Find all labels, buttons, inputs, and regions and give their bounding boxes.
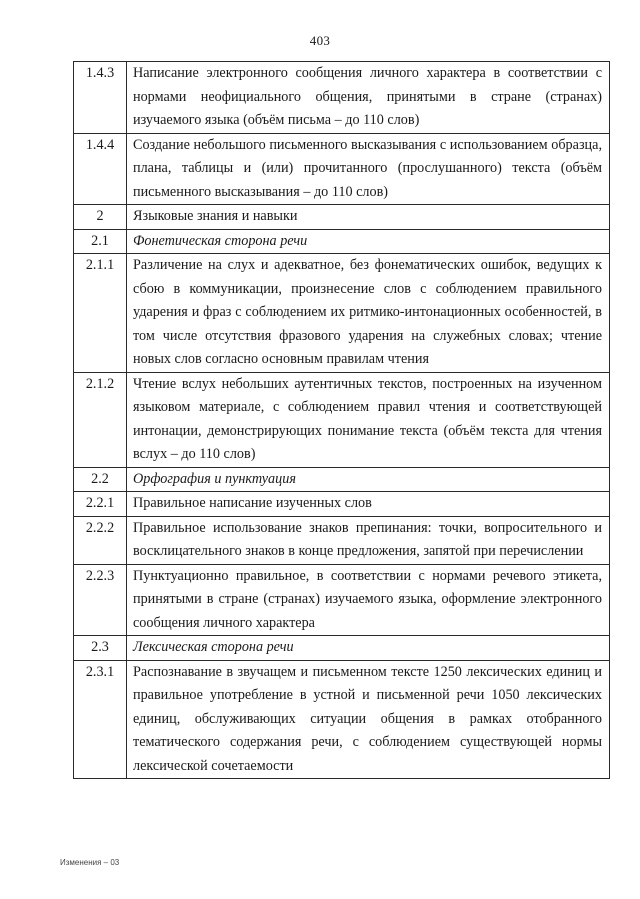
content-table — [73, 61, 610, 779]
table-row — [74, 492, 610, 517]
table-row — [74, 133, 610, 205]
page-footer: Изменения – 03 — [60, 858, 120, 867]
row-text: Языковые знания и навыки — [127, 205, 610, 230]
row-text: Распознавание в звучащем и письменном тексте 1250 лексических единиц и правильное употребление в устной и письменной речи 1050 лексических единиц, обслуживающих ситуации общения в рамках отобранного тематического содержания речи, с соблюдением существующей нормы лексической сочетаемости — [127, 660, 610, 779]
row-number: 2.3.1 — [74, 660, 127, 779]
table-row — [74, 660, 610, 779]
row-text: Различение на слух и адекватное, без фонематических ошибок, ведущих к сбою в коммуникации, произнесение слов с соблюдением правильного ударения и фраз с соблюдением их ритмико-интонационных особенностей, в том числе отсутствия фразового ударения на служебных словах; чтение новых слов согласно основным правилам чтения — [127, 254, 610, 373]
section-heading: Орфография и пунктуация — [127, 467, 610, 492]
table-row — [74, 636, 610, 661]
row-text: Пунктуационно правильное, в соответствии с нормами речевого этикета, принятыми в стране (странах) изучаемого языка, оформление электронного сообщения личного характера — [127, 564, 610, 636]
row-number: 2.3 — [74, 636, 127, 661]
table-row — [74, 564, 610, 636]
row-text: Правильное написание изученных слов — [127, 492, 610, 517]
table-row — [74, 254, 610, 373]
row-number: 2.2.3 — [74, 564, 127, 636]
table-row — [74, 205, 610, 230]
row-number: 2.2.2 — [74, 516, 127, 564]
row-number: 1.4.3 — [74, 62, 127, 134]
row-number: 2.1 — [74, 229, 127, 254]
table-row — [74, 372, 610, 467]
row-text: Создание небольшого письменного высказывания с использованием образца, плана, таблицы и (или) прочитанного (прослушанного) текста (объём письменного высказывания – до 110 слов) — [127, 133, 610, 205]
row-number: 2.2 — [74, 467, 127, 492]
row-number: 2.1.1 — [74, 254, 127, 373]
row-text: Чтение вслух небольших аутентичных текстов, построенных на изученном языковом материале, с соблюдением правил чтения и соответствующей интонации, демонстрирующих понимание текста (объём текста для чтения вслух – до 110 слов) — [127, 372, 610, 467]
row-number: 2 — [74, 205, 127, 230]
page-number: 403 — [309, 33, 331, 48]
section-heading: Фонетическая сторона речи — [127, 229, 610, 254]
table-row — [74, 62, 610, 134]
row-text: Написание электронного сообщения личного характера в соответствии с нормами неофициального общения, принятыми в стране (странах) изучаемого языка (объём письма – до 110 слов) — [127, 62, 610, 134]
row-number: 1.4.4 — [74, 133, 127, 205]
table-row — [74, 467, 610, 492]
section-heading: Лексическая сторона речи — [127, 636, 610, 661]
row-number: 2.2.1 — [74, 492, 127, 517]
row-text: Правильное использование знаков препинания: точки, вопросительного и восклицательного знаков в конце предложения, запятой при перечислении — [127, 516, 610, 564]
table-row — [74, 516, 610, 564]
row-number: 2.1.2 — [74, 372, 127, 467]
table-row — [74, 229, 610, 254]
